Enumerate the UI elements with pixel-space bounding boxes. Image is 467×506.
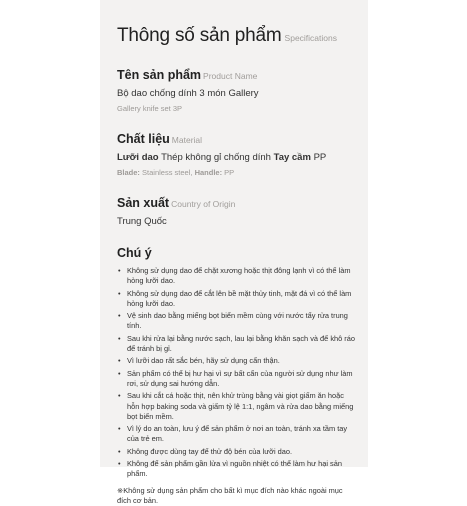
page-title-en: Specifications <box>284 33 337 43</box>
product-name-value: Bộ dao chống dính 3 món Gallery <box>117 88 259 99</box>
notes-list <box>117 266 355 480</box>
material-value-en: Blade: Stainless steel, Handle: PP <box>117 168 235 177</box>
origin-heading: Sản xuất Country of Origin <box>117 196 236 210</box>
origin-section <box>117 195 368 228</box>
spec-panel <box>100 0 368 505</box>
list-item: • Vì lưỡi dao rất sắc bén, hãy sử dụng cẩn thận. <box>117 356 355 366</box>
page-title: Thông số sản phẩm Specifications <box>117 25 337 46</box>
origin-value: Trung Quốc <box>117 216 167 227</box>
list-item: • Không sử dụng dao để chặt xương hoặc thịt đông lạnh vì có thể làm hỏng lưỡi dao. <box>117 266 355 287</box>
material-section <box>117 131 368 178</box>
list-item: • Vệ sinh dao bằng miếng bọt biển mềm cùng với nước tẩy rửa trung tính. <box>117 311 355 332</box>
list-item: • Sau khi cắt cá hoặc thịt, nên khử trùng bằng vài giọt giấm ăn hoặc hỗn hợp baking soda và giấm tỷ lệ 1:1, ngâm và rửa dao bằng miếng bọt biển mềm. <box>117 391 355 422</box>
product-name-section <box>117 67 368 114</box>
list-item: • Sau khi rửa lại bằng nước sạch, lau lại bằng khăn sạch và để khô ráo để tránh bị gỉ. <box>117 334 355 355</box>
product-name-heading: Tên sản phẩm Product Name <box>117 68 258 82</box>
list-item: • Vì lý do an toàn, lưu ý để sản phẩm ở nơi an toàn, tránh xa tầm tay của trẻ em. <box>117 424 355 445</box>
list-item: • Không sử dụng dao để cắt lên bề mặt thủy tinh, mặt đá vì có thể làm hỏng lưỡi dao. <box>117 289 355 310</box>
product-name-value-en: Gallery knife set 3P <box>117 104 183 113</box>
list-item: • Sản phẩm có thể bị hư hại vì sự bất cẩn của người sử dụng như làm rơi, sử dụng sai hướng dẫn. <box>117 369 355 390</box>
material-value: Lưỡi dao Thép không gỉ chống dính Tay cầm PP <box>117 152 327 163</box>
list-item: • Không được dùng tay để thử độ bén của lưỡi dao. <box>117 447 355 457</box>
list-item: • Không để sản phẩm gần lửa vì nguồn nhiệt có thể làm hư hại sản phẩm. <box>117 459 355 480</box>
notes-footnote: ※Không sử dụng sản phẩm cho bất kì mục đích nào khác ngoài mục đích cơ bản. <box>117 485 343 505</box>
material-heading: Chất liệu Material <box>117 132 203 146</box>
notes-heading: Chú ý <box>117 246 152 260</box>
